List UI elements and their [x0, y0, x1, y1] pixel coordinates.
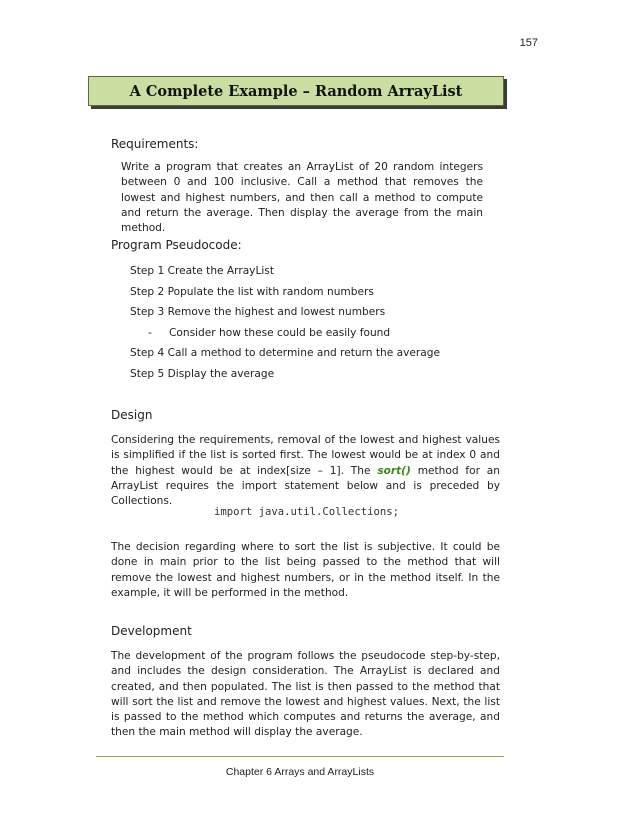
dash-bullet: -: [148, 326, 152, 339]
development-paragraph: The development of the program follows the pseudocode step-by-step, and includes the design consideration. The ArrayList is declared and created, and then populated. The list is then passed to the method that will sort the list and remove the lowest and highest values. Next, the list is passed to the method which computes and returns the average, and then the main method will display the average.: [111, 650, 500, 739]
footer-divider: [96, 756, 504, 757]
design-heading: Design: [111, 408, 153, 422]
pseudocode-substep: [130, 326, 440, 347]
pseudocode-step: Step 2 Populate the list with random numbers: [130, 285, 374, 298]
pseudocode-step: Step 4 Call a method to determine and return the average: [130, 347, 441, 360]
page-title: [88, 76, 504, 106]
sort-method-code: sort(): [377, 464, 411, 477]
pseudocode-substep-text: Consider how these could be easily found: [169, 326, 391, 339]
requirements-text: Write a program that creates an ArrayList of 20 random integers between 0 and 100 inclusive. Call a method that removes the lowest and highest numbers, and then call a method to compute and return the average. Then display the average from the main method.: [121, 161, 483, 235]
design-paragraph-1: [111, 433, 500, 509]
requirements-heading: Requirements:: [111, 137, 199, 151]
design-text-before: Considering the requirements, removal of the lowest and highest values is simplified if the list is sorted first. The lowest would be at index 0 and the highest would be at index[size – 1]. The: [111, 434, 500, 477]
pseudocode-step: Step 1 Create the ArrayList: [130, 265, 274, 277]
pseudocode-steps: [130, 264, 440, 388]
page-number: 157: [519, 37, 538, 49]
pseudocode-step: Step 5 Display the average: [130, 367, 275, 380]
page-title-text: A Complete Example – Random ArrayList: [129, 82, 463, 100]
development-heading: Development: [111, 624, 192, 638]
pseudocode-heading: Program Pseudocode:: [111, 238, 242, 252]
import-statement: import java.util.Collections;: [214, 506, 399, 518]
chapter-footer: Chapter 6 Arrays and ArrayLists: [225, 766, 375, 778]
design-paragraph-2: The decision regarding where to sort the list is subjective. It could be done in main prior to the list being passed to the method that will remove the lowest and highest numbers, or in the method itself. In the example, it will be performed in the method.: [111, 541, 500, 599]
pseudocode-step: Step 3 Remove the highest and lowest numbers: [130, 306, 386, 319]
design-text-after: method for an ArrayList requires the import statement below and is preceded by Collections.: [111, 464, 500, 508]
